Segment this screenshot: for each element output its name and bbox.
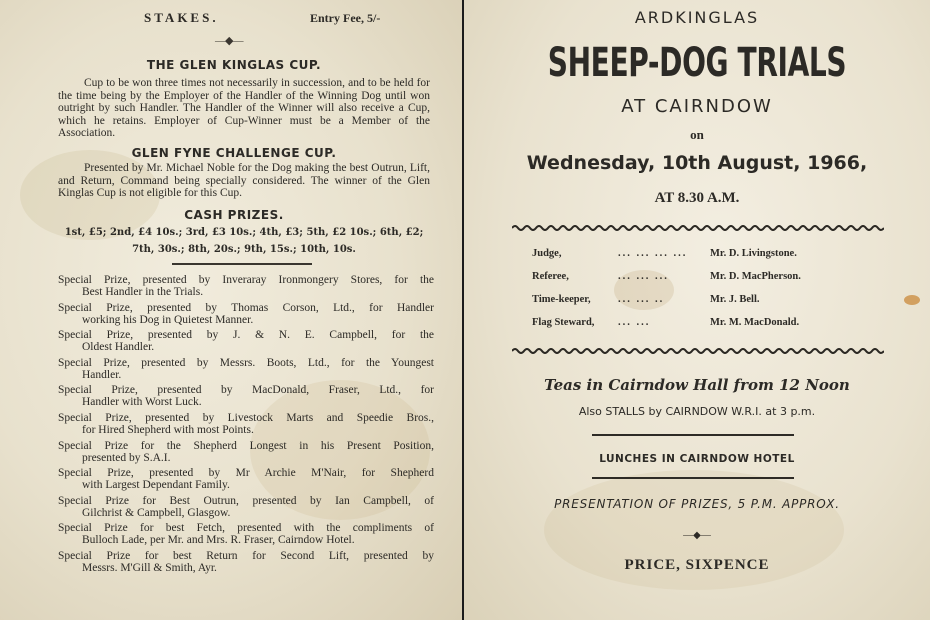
special-prize-line-1: Special Prize for best Fetch, presented with the compliments of [58,522,434,535]
cash-prizes-line-1: 1st, £5; 2nd, £4 10s.; 3rd, £3 10s.; 4th, £3; 5th, £2 10s.; 6th, £2; [64,227,424,238]
special-prize-item [58,329,434,353]
official-name: Mr. J. Bell. [710,294,760,305]
glen-kinglas-heading: THE GLEN KINGLAS CUP. [146,58,322,72]
special-prize-line-2: presented by S.A.I. [82,451,171,464]
special-prize-item [58,495,434,519]
special-prize-line-2: Messrs. M'Gill & Smith, Ayr. [82,561,217,574]
special-prize-line-2: working his Dog in Quietest Manner. [82,313,254,326]
official-dots: ... ... [618,317,651,328]
special-prize-line-2: Handler with Worst Luck. [82,396,202,409]
glen-kinglas-text: Cup to be won three times not necessarily in succession, and to be held for the time being by the Employer of the Handler of the Winning Dog until won outright by such Handler. The Handler of the Winner will also receive a Cup, which he retains. Employer of Cup-Winner must be a Member of the Association. [58,77,430,139]
lunches-notice: LUNCHES IN CAIRNDOW HOTEL [599,453,795,465]
official-dots: ... ... .. [618,294,665,305]
special-prize-item [58,274,434,298]
official-role: Judge, [532,248,562,259]
location-top: ARDKINGLAS [634,8,760,27]
official-name: Mr. M. MacDonald. [710,317,800,328]
special-prize-line-1: Special Prize for best Return for Second Lift, presented by [58,549,434,562]
stakes-title: STAKES. [144,10,219,25]
right-page [464,0,930,620]
event-time: AT 8.30 A.M. [654,190,740,206]
official-role: Flag Steward, [532,317,595,328]
cash-prizes-heading: CASH PRIZES. [184,208,284,222]
glen-fyne-heading: GLEN FYNE CHALLENGE CUP. [131,146,337,160]
wavy-rule-bottom [512,347,884,355]
cash-prizes-list [60,224,428,258]
stakes-header [0,10,462,30]
event-title: SHEEP-DOG TRIALS [547,40,847,86]
teas-notice: Teas in Cairndow Hall from 12 Noon [544,376,850,394]
special-prize-item [58,412,434,436]
stalls-notice: Also STALLS by CAIRNDOW W.R.I. at 3 p.m. [578,405,816,418]
special-prize-item [58,384,434,408]
glen-fyne-text: Presented by Mr. Michael Noble for the Dog making the best Outrun, Lift, and Return, Command being specially considered. The winner of the Glen Kinglas Cup is not eligible for this Cup. [58,162,430,199]
special-prize-line-1: Special Prize, presented by Thomas Corson, Ltd., for Handler [58,301,434,314]
wavy-rule-top [512,224,884,232]
official-role: Referee, [532,271,569,282]
ornament-divider: —◆— [215,35,243,47]
divider-rule [592,434,794,436]
cash-prizes-line-2: 7th, 30s.; 8th, 20s.; 9th, 15s.; 10th, 10s. [132,244,356,255]
rust-spot [904,295,920,305]
ornament-divider: —◆— [683,530,711,541]
event-location: AT CAIRNDOW [621,96,773,117]
special-prize-line-2: Oldest Handler. [82,341,155,354]
left-page [0,0,462,620]
special-prize-line-1: Special Prize, presented by J. & N. E. Campbell, for the [58,329,434,342]
special-prize-line-1: Special Prize, presented by Livestock Marts and Speedie Bros., [58,411,434,424]
special-prize-item [58,467,434,491]
official-role: Time-keeper, [532,294,591,305]
special-prize-line-2: with Largest Dependant Family. [82,479,230,492]
special-prize-line-1: Special Prize, presented by Mr Archie M'Nair, for Shepherd [58,467,434,480]
official-dots: ... ... ... [618,271,669,282]
special-prize-item [58,357,434,381]
special-prize-line-1: Special Prize, presented by MacDonald, Fraser, Ltd., for [58,384,434,397]
special-prize-line-2: Gilchrist & Campbell, Glasgow. [82,506,231,519]
special-prizes-list [58,274,434,578]
special-prize-line-2: Best Handler in the Trials. [82,286,204,298]
on-word: on [690,127,704,142]
official-name: Mr. D. MacPherson. [710,271,801,282]
special-prize-line-2: Handler. [82,368,122,381]
special-prize-line-1: Special Prize for the Shepherd Longest in his Present Position, [58,439,434,452]
event-date: Wednesday, 10th August, 1966, [526,152,868,174]
price-label: PRICE, SIXPENCE [624,557,770,573]
special-prize-item [58,440,434,464]
special-prize-item [58,302,434,326]
special-prize-item [58,550,434,574]
divider-rule [592,477,794,479]
special-prize-line-2: Bulloch Lade, per Mr. and Mrs. R. Fraser, Cairndow Hotel. [82,534,355,547]
special-prize-line-1: Special Prize, presented by Inveraray Ironmongery Stores, for the [58,274,434,286]
presentation-notice: PRESENTATION OF PRIZES, 5 P.M. APPROX. [554,497,840,511]
entry-fee: Entry Fee, 5/- [310,11,381,25]
official-name: Mr. D. Livingstone. [710,248,797,259]
special-prize-line-1: Special Prize for Best Outrun, presented by Ian Campbell, of [58,494,434,507]
special-prize-item [58,522,434,546]
special-prize-line-2: for Hired Shepherd with most Points. [82,423,254,436]
official-dots: ... ... ... ... [618,248,688,259]
divider-rule [172,263,312,265]
special-prize-line-1: Special Prize, presented by Messrs. Boots, Ltd., for the Youngest [58,356,434,369]
